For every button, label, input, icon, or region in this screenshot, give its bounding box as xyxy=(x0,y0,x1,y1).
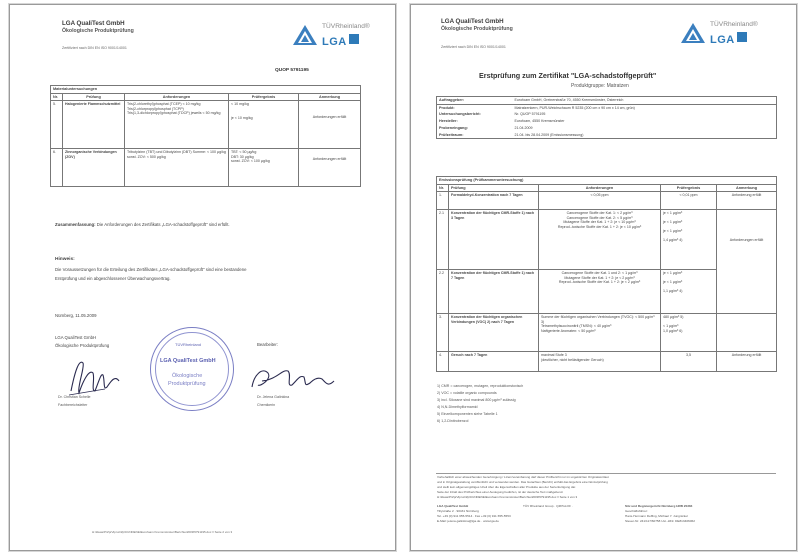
company-name: LGA QualiTest GmbH xyxy=(441,18,504,25)
editor-label: Bearbeiter: xyxy=(257,342,279,347)
footer-divider xyxy=(436,473,776,474)
hint-line-2: Erstprüfung und ein abgeschlossener Überwachungsvertrag. xyxy=(55,276,171,281)
col-header: Anforderungen xyxy=(125,93,229,101)
table-row: 1. Formaldehyd-Konzentration nach 7 Tagen < 0,05 ppm < 0,01 ppm Anforderung erfüllt xyxy=(437,192,777,210)
info-row: Produkt: Matratzenkern, PUR-Weichschaum R 5235 (200 cm x 90 cm x 14 cm, grün) xyxy=(437,104,777,111)
signer-1-role: Fachbereichsleiter xyxy=(58,403,88,407)
signer-2-role: Chemikerin xyxy=(257,403,276,407)
division-name: Ökologische Produktprüfung xyxy=(441,26,513,32)
table-row: 5. Halogenierte Flammschutzmittel Tris(2-chlorethyl)phosphat (TCEP) < 10 mg/kg Tris(2-chlorpropyl)phosphat (TCPP) Tris(1,3-dichlorpropyl)phosphat (TDCP) jeweils < 50 mg/kg < 10 mg/kg je < 10 mg/kg Anforderungen erfüllt xyxy=(51,101,361,149)
col-header: Prüfung xyxy=(449,184,539,192)
file-path-footer: H:\Ideas\PrZpr\Zpruz\Zp\KUNDENE\Eurofoam Kremsmünster\Berichte\2009\5791195.doc // Seite 2 von 3 xyxy=(92,530,233,534)
signer-1-name: Dr. Christian Schelle xyxy=(58,395,91,399)
footnote: 2) VOC = volatile organic compounds xyxy=(437,391,497,395)
info-row: Untersuchungsbericht: Nr. QUOP 5791195 xyxy=(437,111,777,118)
sign-division: Ökologische Produktprüfung xyxy=(55,343,110,348)
tuv-triangle-icon xyxy=(681,23,705,48)
col-header: Nr. xyxy=(437,184,449,192)
col-header: Anmerkung xyxy=(299,93,361,101)
table-row: 6. Zinnorganische Verbindungen (ZOV) Tributylzinn (TBT) und Dibutylzinn (DBT) Summe: < 100 µg/kg sonst. ZOV: < 500 µg/kg TBT: < 50 µg/kg DBT: 30 µg/kg sonst. ZOV: < 100 µg/kg Anforderungen erfüllt xyxy=(51,149,361,187)
hint-label: Hinweis: xyxy=(55,257,75,262)
report-number: QUOP 5791195 xyxy=(275,68,309,73)
report-title: Erstprüfung zum Zertifikat "LGA-schadstoffgeprüft" xyxy=(479,71,657,80)
accreditation-note: Zertifiziert nach DIN EN ISO 9001/14001 xyxy=(62,46,127,50)
sign-org: LGA QualiTest GmbH xyxy=(55,335,97,340)
file-path-footer: H:\Ideas\PrZpr\Zpruz\Zp\KUNDENE\Eurofoam Kremsmünster\Berichte\2009\5791195.doc // Seite 1 von 3 xyxy=(437,495,578,499)
division-name: Ökologische Produktprüfung xyxy=(62,28,134,34)
col-header: Anforderungen xyxy=(539,184,661,192)
footnote: 3) incl. Siloxane sind maximal 800 µg/m³ zulässig xyxy=(437,398,516,402)
tuv-triangle-icon xyxy=(293,25,317,50)
table-title: Emissionsprüfung (Prüfkammeruntersuchung) xyxy=(437,177,777,185)
tuv-logo-text: TÜVRheinland® xyxy=(322,23,370,30)
table-row: 3. Konzentration der flüchtigen organischen Verbindungen (VOC) 2) nach 7 Tagen Summe der flüchtigen organischen Verbindungen (TVOC): < 500 µg/m³ 3) Tetramethylsuccinonitril (TMSN): < 40 µg/m³ Naftgerierte Aromaten: < 50 µg/m³ 480 µg/m³ 5) < 1 µg/m³ 1,0 µg/m³ 6) xyxy=(437,314,777,352)
legal-line: und in Originalgestaltung veröffentlicht und verwendet werden. Das Gutachten (Bericht) enthält das Ergebnis einer Einzelprüfung xyxy=(437,480,608,484)
order-info-table xyxy=(436,96,777,139)
table-row: 4. Geruch nach 7 Tagen maximal Stufe 3 (deutlicher, nicht belästigender Geruch) 3,5 Anforderung erfüllt xyxy=(437,352,777,372)
footnote: 6) 1,2-Dinitrobenzol xyxy=(437,419,469,423)
table-row: 2.1 Konzentration der flüchtigen CMR-Stoffe 1) nach 3 Tagen Cancerogene Stoffe der Kat. 1: < 2 µg/m³ Cancerogene Stoffe der Kat. 2: < 5 µg/m³ Mutagene Stoffe der Kat. 1 + 2: je < 10 µg/m³ Reprod.-toxische Stoffe der Kat. 1 + 2: je < 10 µg/m³ je < 1 µg/m³ je < 1 µg/m³ je < 1 µg/m³ 1,4 µg/m³ 4) Anforderungen erfüllt xyxy=(437,210,777,270)
info-row: Probeneingang: 21.04.2009 xyxy=(437,125,777,132)
material-tests-table xyxy=(50,85,361,187)
footnote: 4) N,N-Dimethylformamid xyxy=(437,405,478,409)
signer-2-name: Dr. Jelena Galinkina xyxy=(257,395,290,399)
col-header: Prüfergebnis xyxy=(229,93,299,101)
tuv-logo-text: TÜVRheinland® xyxy=(710,21,758,28)
col-header: Anmerkung xyxy=(717,184,777,192)
accreditation-note: Zertifiziert nach DIN EN ISO 9001/14001 xyxy=(441,45,506,49)
table-title: Materialuntersuchungen xyxy=(51,86,361,94)
legal-line: Seite der Inhalt des Prüfberichtes einer Auslegung bedürfen, ist der deutsche Text maßgebend. xyxy=(437,490,564,494)
info-row: Auftraggeber: Eurofoam GmbH, Greinerstraße 70, 4550 Kremsmünster, Österreich xyxy=(437,97,777,105)
company-name: LGA QualiTest GmbH xyxy=(62,20,125,27)
certificate-page-2 xyxy=(9,4,396,551)
legal-line: und stellt kein allgemeingültiges Urteil über die Eigenschaften aller Produkte aus der Serienfertigung dar. xyxy=(437,485,576,489)
emission-tests-table xyxy=(436,176,777,372)
lga-logo: LGA xyxy=(322,32,362,46)
hint-line-1: Die Voraussetzungen für die Erteilung des Zertifikates „LGA-schadstoffgeprüft" sind eine bestandene xyxy=(55,267,247,272)
info-row: Hersteller: Eurofoam, 4550 Kremsmünster xyxy=(437,118,777,125)
footnote: 1) CMR = cancerogen, mutagen, reproduktionstoxisch xyxy=(437,384,524,388)
lga-logo: LGA xyxy=(710,30,750,44)
col-header: Prüfergebnis xyxy=(661,184,717,192)
col-header: Prüfung xyxy=(63,93,125,101)
company-seal-stamp: TÜVRheinland LGA QualiTest GmbH Ökologische Produktprüfung xyxy=(150,327,234,411)
info-row: Prüfzeitraum: 21.04. bis 28.04.2009 (Emissionsmessung) xyxy=(437,132,777,139)
certificate-page-1: LGA QualiTest GmbH Ökologische Produktprüfung Zertifiziert nach DIN EN ISO 9001/14001 TÜVRheinland® LGA Erstprüfung zum Zertifikat "LGA-schadstoffgeprüft" Produktgruppe: Matratzen Auftraggeber: Eurofoam GmbH, Greinerstraße 70, 4550 Kremsmünster, Österreich Produkt: Matratzenkern, PUR-Weichschaum R 5235 (200 cm x 90 cm x 14 cm, grün) Untersuchungsbericht: Nr. QUOP 5791195 Hersteller: Eurofoam, 4550 Kremsmünster Probeneingang: 21.04.2009 Prüfzeitraum: 21.04. bis 28.04.2009 (Emissionsmessung) Emissionsprüfung (Prüfkammeruntersuchung) Nr. Prüfung Anforderungen Prüfergebnis Anmerkung 1. Formaldehyd-Konzentration nach 7 Tagen < 0,05 ppm < 0,01 ppm Anforderung erfüllt 2.1 Konzentration der flüchtigen CMR-Stoffe 1) nach 3 Tagen Cancerogene Stoffe der Kat. 1: < 2 µg/m³ Cancerogene Stoffe der Kat. 2: < 5 µg/m³ Mutagene Stoffe der Kat. 1 + 2: je < 10 µg/m³ Reprod.-toxische Stoffe der Kat. 1 + 2: je < 10 µg/m³ je < 1 µg/m³ je < 1 µg/m³ je < 1 µg/m³ 1,4 µg/m³ 4) Anforderungen erfüllt 2.2 Konzentration der flüchtigen CMR-Stoffe 1) nach 7 Tagen Cancerogene Stoffe der Kat. 1 und 2: < 1 µg/m³ Mutagene Stoffe der Kat. 1 + 2: je < 2 µg/m³ Reprod.-toxische Stoffe der Kat. 1 + 2: je < 2 µg/m³ je < 1 µg/m³ je < 1 µg/m³ 1,1 µg/m³ 4) 3. Konzentration der flüchtigen organischen Verbindungen (VOC) 2) nach 7 Tagen Summe der flüchtigen organischen Verbindungen (TVOC): < 500 µg/m³ 3) Tetramethylsuccinonitril (TMSN): < 40 µg/m³ Naftgerierte Aromaten: < 50 µg/m³ 480 µg/m³ 5) < 1 µg/m³ 1,0 µg/m³ 6) 4. Geruch nach 7 Tagen maximal Stufe 3 (deutlicher, nicht belästigender Geruch) 3,5 Anforderung erfüllt 1) CMR = cancerogen, mutagen, reproduktionstoxisch 2) VOC = volatile organic compounds 3) incl. Siloxane sind maximal 800 µg/m³ zulässig 4) N,N-Dimethylformamid 5) Einzelkomponenten siehe Tabelle 1 6) 1,2-Dinitrobenzol Vorbehaltlich einer abweichenden Genehmigung / Lizenzvereinbarung darf dieser Prüfbericht nur im ungekürzten Originalwortlaut und in Originalgestaltung veröffentlicht und verwendet werden. Das Gutachten (Bericht) enthält das Ergebnis einer Einzelprüfung und stellt kein allgemeingültiges Urteil über die Eigenschaften aller Produkte aus der Serienfertigung dar. Seite der Inhalt des Prüfberichtes einer Auslegung bedürfen, ist der deutsche Text maßgebend. H:\Ideas\PrZpr\Zpruz\Zp\KUNDENE\Eurofoam Kremsmünster\Berichte\2009\5791195.doc // Seite 1 von 3 LGA QualiTest GmbH Tillystraße 2 · 90431 Nürnberg Tel. +49 (0) 911 655-5514 · Fax +49 (0) 911 655-5553 E-Mail: jelena.galinkina@lga.de · www.lga.de TÜV Rheinland Group · QZPGLOF · Sitz und Registergericht Nürnberg HRB 20384 Geschäftsführer: Hans-Hermann Deffing, Michael Y. Jungnickel Steuer-Nr. 241/117/60758 Ust.-IdNr. DE813406062 xyxy=(410,4,797,551)
col-header: Nr. xyxy=(51,93,63,101)
table-row: 2.2 Konzentration der flüchtigen CMR-Stoffe 1) nach 7 Tagen Cancerogene Stoffe der Kat. 1 und 2: < 1 µg/m³ Mutagene Stoffe der Kat. 1 + 2: je < 2 µg/m³ Reprod.-toxische Stoffe der Kat. 1 + 2: je < 2 µg/m³ je < 1 µg/m³ je < 1 µg/m³ 1,1 µg/m³ 4) xyxy=(437,270,777,314)
summary: Zusammenfassung: Die Anforderungen des Zertifikats „LGA-schadstoffgeprüft" sind erfüllt. xyxy=(55,222,230,227)
legal-line: Vorbehaltlich einer abweichenden Genehmigung / Lizenzvereinbarung darf dieser Prüfbericht nur im ungekürzten Originalwortlaut xyxy=(437,475,609,479)
footnote: 5) Einzelkomponenten siehe Tabelle 1 xyxy=(437,412,498,416)
place-date: Nürnberg, 11.05.2009 xyxy=(55,313,97,318)
product-group: Produktgruppe: Matratzen xyxy=(571,83,629,89)
